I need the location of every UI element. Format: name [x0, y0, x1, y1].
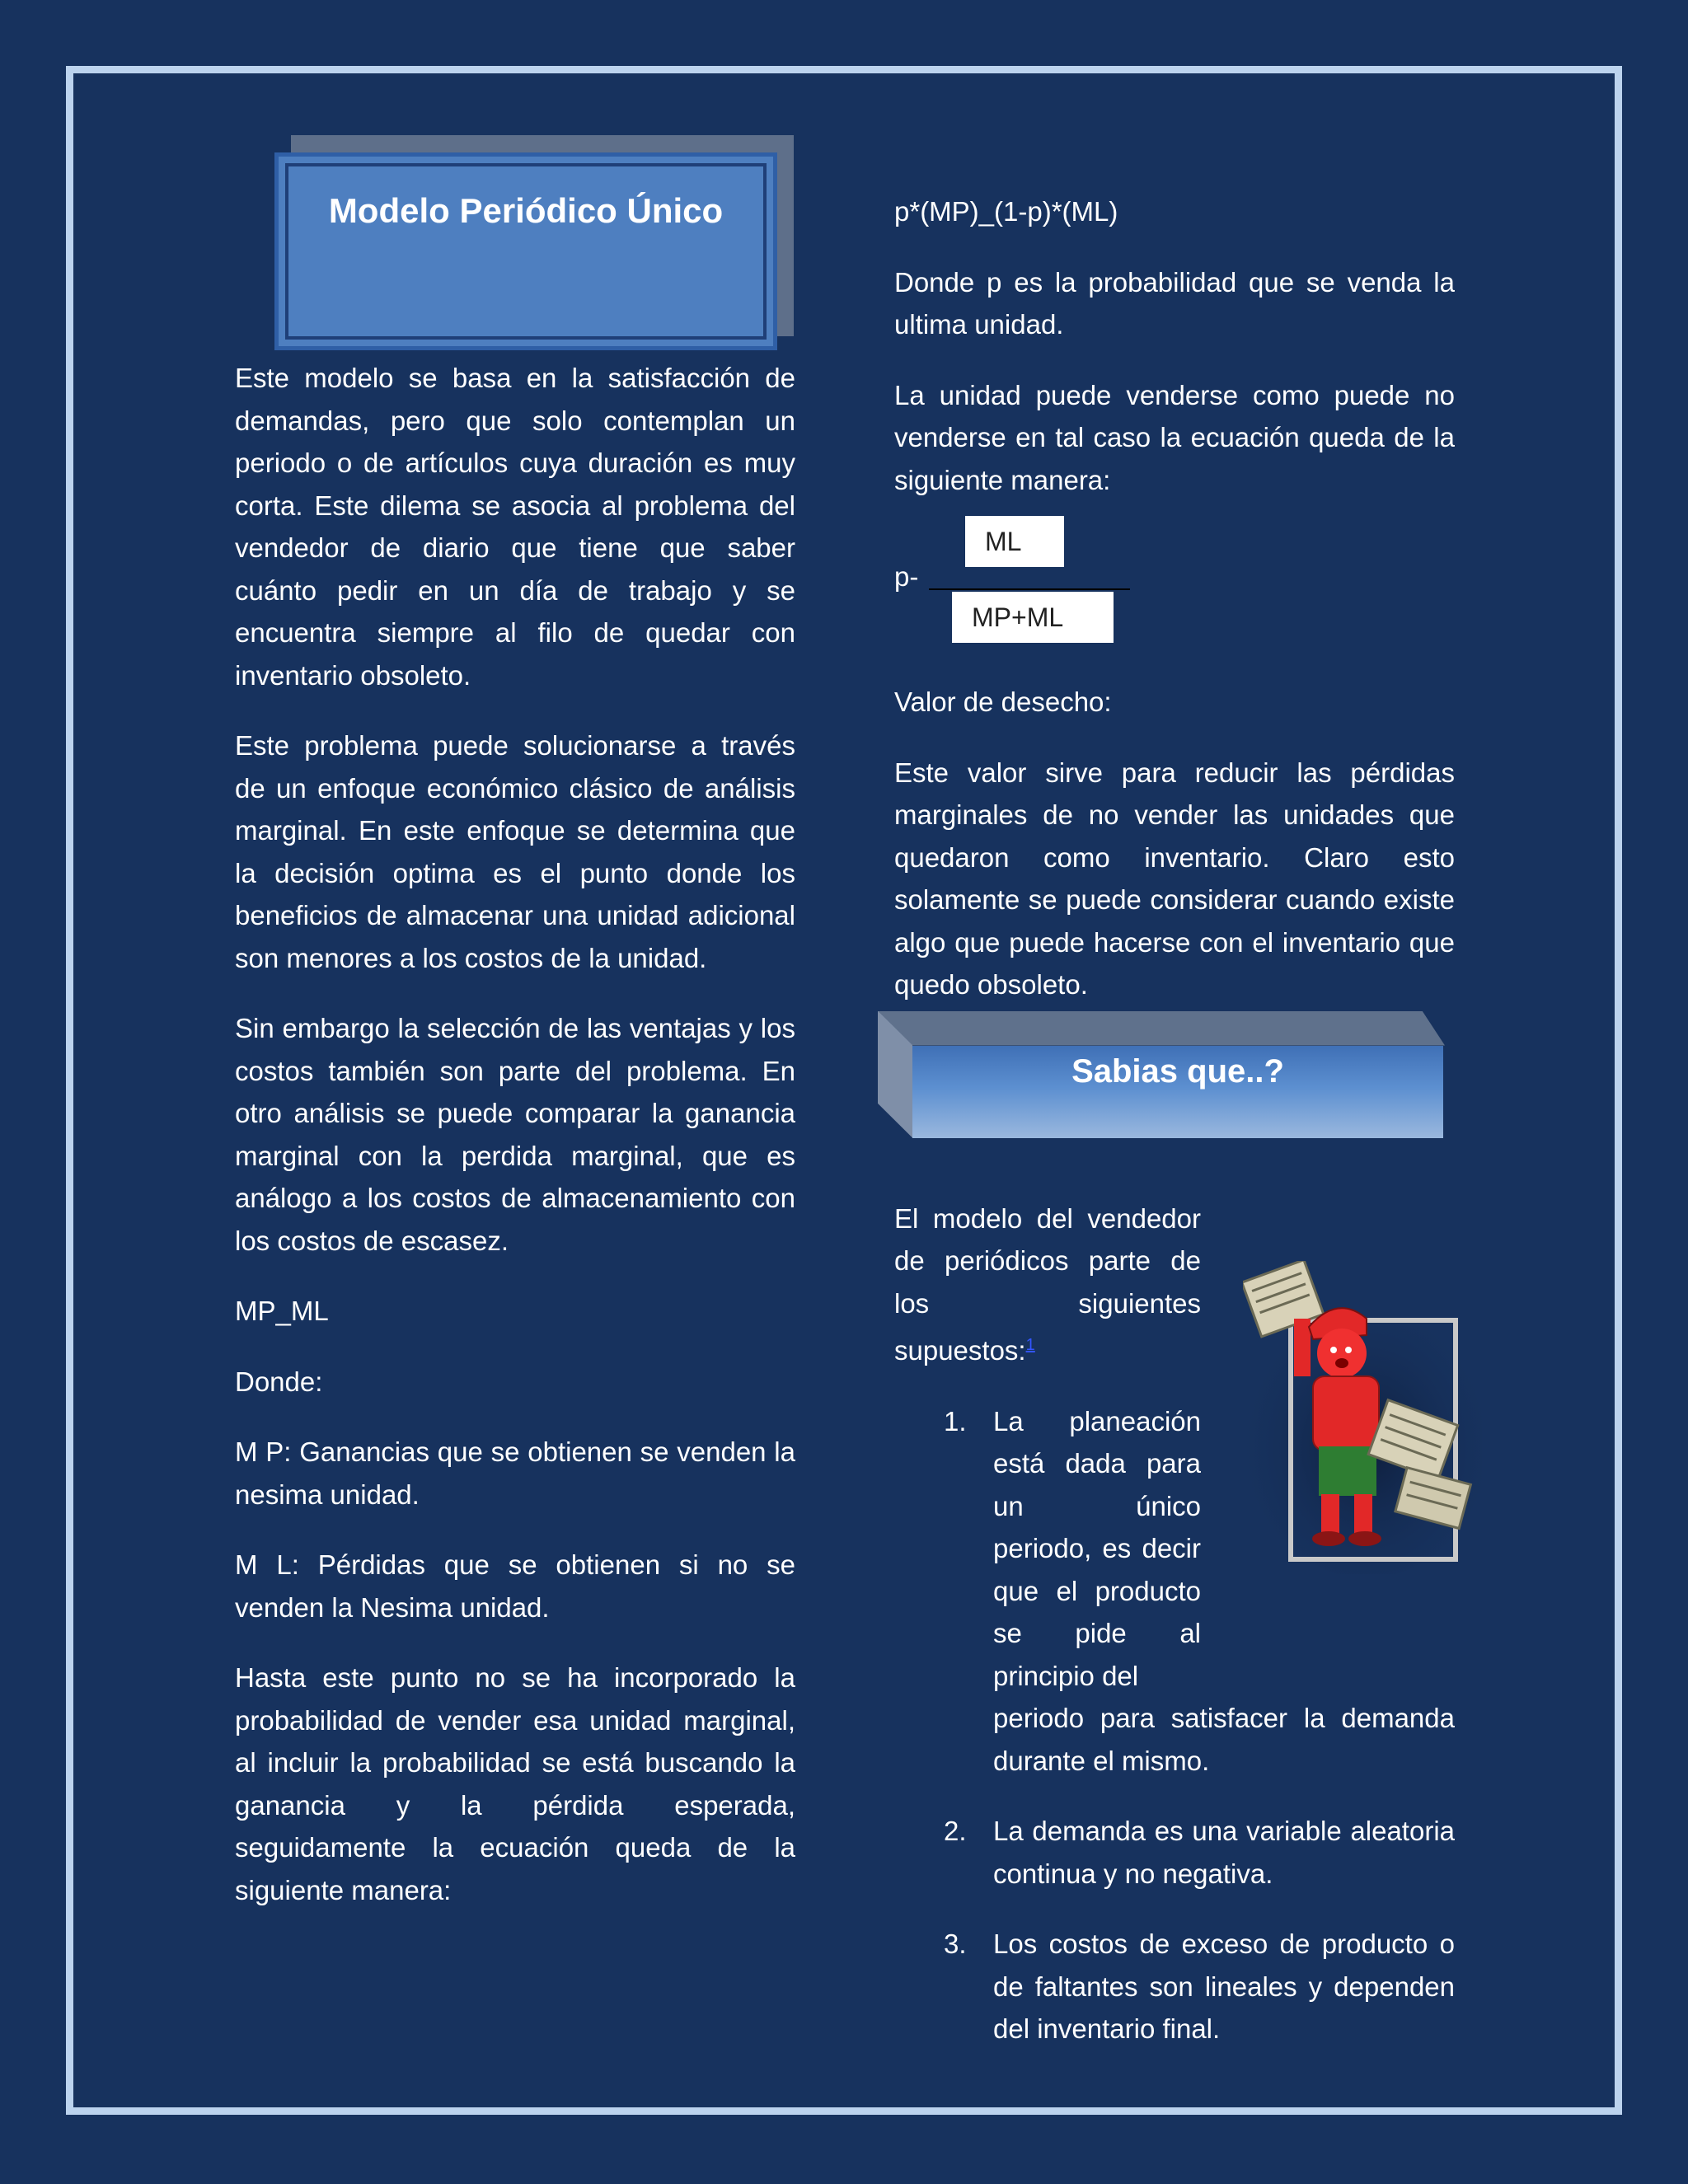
- fraction-numerator: ML: [965, 516, 1064, 567]
- fraction-bar: [929, 588, 1130, 590]
- footnote-link[interactable]: 1: [1025, 1336, 1035, 1354]
- banner-title: Sabias que..?: [1071, 1052, 1284, 1090]
- definition-mp: M P: Ganancias que se obtienen se venden la nesima unidad.: [235, 1436, 795, 1510]
- title-box: [274, 152, 777, 350]
- paragraph: Este valor sirve para reducir las pérdidas marginales de no vender las unidades que quedaron como inventario. Claro esto solamente se puede considerar cuando existe algo que puede hacerse con el inventario que quedo obsoleto.: [894, 757, 1455, 1000]
- list-item: 1. La planeación está dada para un único periodo, es decir que el producto se pide al principio del periodo para satisfacer la demanda durante el mismo.: [944, 1405, 1455, 1776]
- paragraph: El modelo del vendedor de periódicos parte de los siguientes supuestos:$^1$: [894, 1202, 1201, 1366]
- list-item: 3. Los costos de exceso de producto o de faltantes son lineales y dependen del inventario final.: [944, 1929, 1455, 2044]
- right-column: [894, 190, 1455, 2079]
- paragraph: Donde:: [235, 1366, 323, 1397]
- list-item: 2. La demanda es una variable aleatoria continua y no negativa.: [944, 1816, 1455, 1889]
- paragraph: Hasta este punto no se ha incorporado la probabilidad de vender esa unidad marginal, al incluir la probabilidad se está buscando la ganancia y la pérdida esperada, seguidamente la ecuación queda de la siguiente manera:: [235, 1662, 795, 1905]
- paragraph: Este problema puede solucionarse a través de un enfoque económico clásico de análisis marginal. En este enfoque se determina que la decisión optima es el punto donde los beneficios de almacenar una unidad adicional son menores a los costos de la unidad.: [235, 730, 795, 973]
- sabias-que-banner: [878, 1011, 1455, 1148]
- page-title: Modelo Periódico Único: [328, 191, 724, 230]
- formula-mp-ml: MP_ML: [235, 1296, 329, 1326]
- paragraph: Donde p es la probabilidad que se venda la ultima unidad.: [894, 266, 1455, 340]
- subheading: Valor de desecho:: [894, 687, 1112, 717]
- left-column: [235, 357, 795, 1939]
- newspaper-vendor-icon: [1243, 1261, 1482, 1574]
- fraction-formula: [894, 516, 1455, 681]
- fraction-denominator: MP+ML: [952, 592, 1114, 643]
- paragraph: La unidad puede venderse como puede no venderse en tal caso la ecuación queda de la siguiente manera:: [894, 379, 1455, 495]
- definition-ml: M L: Pérdidas que se obtienen si no se venden la Nesima unidad.: [235, 1549, 795, 1623]
- formula-expected: p*(MP)_(1-p)*(ML): [894, 196, 1118, 227]
- paragraph: Sin embargo la selección de las ventajas y los costos también son parte del problema. En otro análisis se puede comparar la ganancia marginal con la perdida marginal, que es análogo a los costos de almacenamiento con los costos de escasez.: [235, 1013, 795, 1256]
- fraction-prefix: p-: [894, 561, 919, 592]
- paragraph: Este modelo se basa en la satisfacción de demandas, pero que solo contemplan un periodo o de artículos cuya duración es muy corta. Este dilema se asocia al problema del vendedor de diario que tiene que saber cuánto pedir en un día de trabajo y se encuentra siempre al filo de quedar con inventario obsoleto.: [235, 363, 795, 691]
